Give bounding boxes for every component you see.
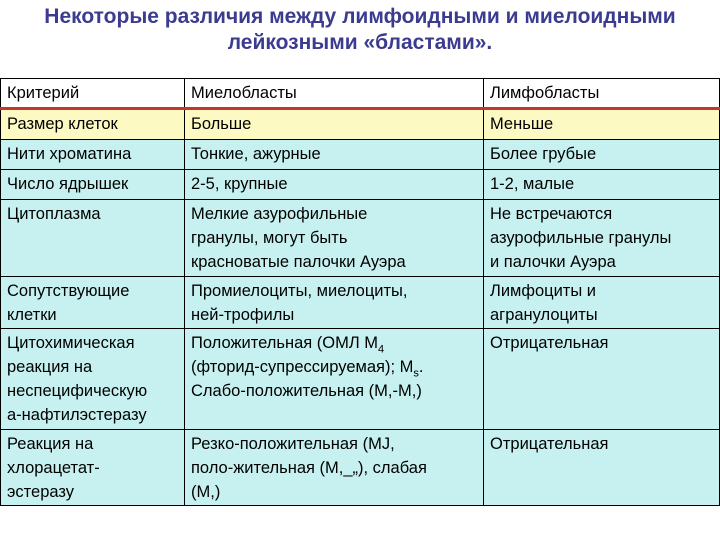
cell-lymphoblasts: 1-2, малые: [484, 170, 720, 200]
cell-myeloblasts: Мелкие азурофильные гранулы, могут быть красноватые палочки Ауэра: [185, 200, 484, 277]
table-row: [1, 140, 720, 170]
table-row: [1, 329, 720, 430]
cell-criterion: Размер клеток: [1, 109, 185, 140]
cell-criterion: Цитохимическая реакция на неспецифическую а-нафтилэстеразу: [1, 329, 185, 430]
table-row: [1, 277, 720, 329]
cell-criterion: Сопутствующие клетки: [1, 277, 185, 329]
cell-lymphoblasts: Более грубые: [484, 140, 720, 170]
cell-lymphoblasts: Не встречаются азурофильные гранулы и палочки Ауэра: [484, 200, 720, 277]
cell-subscript: s: [413, 367, 419, 380]
cell-lymphoblasts: Меньше: [484, 109, 720, 140]
header-lymphoblasts: Лимфобласты: [484, 79, 720, 109]
table-row: [1, 109, 720, 140]
table-row: [1, 170, 720, 200]
cell-myeloblasts: 2-5, крупные: [185, 170, 484, 200]
title-line-1: Некоторые различия между лимфоидными и миелоидными: [44, 5, 676, 28]
cell-text: Положительная (ОМЛ М: [191, 334, 378, 352]
cell-text: . Слабо-положительная (М,-М,): [191, 358, 424, 400]
cell-text: (фторид-супрессируемая); М: [191, 358, 414, 376]
title-line-2: лейкозными «бластами».: [227, 31, 493, 54]
table-row: [1, 430, 720, 506]
cell-subscript: 4: [378, 343, 385, 356]
cell-criterion: Число ядрышек: [1, 170, 185, 200]
cell-criterion: Нити хроматина: [1, 140, 185, 170]
page-title: [0, 4, 720, 56]
cell-myeloblasts: Промиелоциты, миелоциты, ней-трофилы: [185, 277, 484, 329]
cell-myeloblasts: Больше: [185, 109, 484, 140]
comparison-table: [0, 78, 720, 506]
cell-criterion: Цитоплазма: [1, 200, 185, 277]
table-header-row: [1, 79, 720, 109]
cell-lymphoblasts: Отрицательная: [484, 430, 720, 506]
cell-myeloblasts: Резко-положительная (MJ, поло-жительная (М,_„), слабая (М,): [185, 430, 484, 506]
cell-lymphoblasts: Отрицательная: [484, 329, 720, 430]
cell-criterion: Реакция на хлорацетат- эстеразу: [1, 430, 185, 506]
header-criterion: Критерий: [1, 79, 185, 109]
table-row: [1, 200, 720, 277]
header-myeloblasts: Миелобласты: [185, 79, 484, 109]
cell-lymphoblasts: Лимфоциты и агранулоциты: [484, 277, 720, 329]
cell-myeloblasts: Тонкие, ажурные: [185, 140, 484, 170]
cell-myeloblasts: [185, 329, 484, 430]
